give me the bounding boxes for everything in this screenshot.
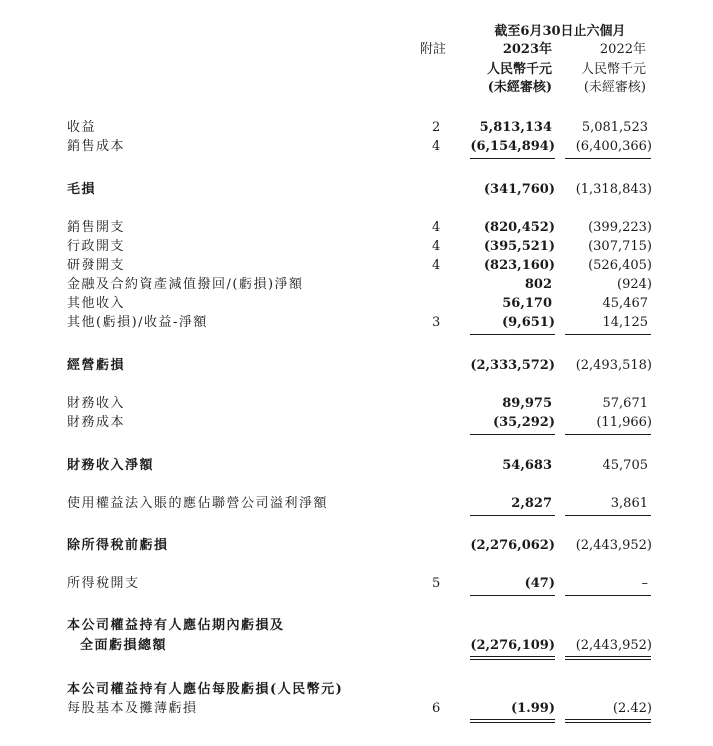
unit-2023-header: 人民幣千元 [486, 62, 552, 77]
underline [470, 515, 555, 516]
row-value-2023: (341,760) [483, 182, 555, 197]
row-value-2022: 45,705 [602, 458, 648, 473]
row-value-2022: (11,966) [596, 415, 652, 430]
row-label-continuation: 全面虧損總額 [80, 638, 168, 653]
row-value-2022: (2.42) [612, 701, 652, 716]
row-label: 銷售成本 [67, 139, 126, 154]
underline [565, 515, 651, 516]
row-value-2023: (395,521) [483, 239, 555, 254]
row-value-2022: (924) [617, 277, 652, 292]
row-label: 財務成本 [67, 415, 126, 430]
row-value-2023: 89,975 [502, 396, 552, 411]
underline [565, 434, 651, 435]
underline [470, 434, 555, 435]
double-underline [470, 656, 555, 660]
double-underline [565, 719, 651, 723]
row-label: 除所得稅前虧損 [67, 538, 169, 553]
double-underline [470, 719, 555, 723]
row-value-2022: (399,223) [588, 220, 652, 235]
row-value-2023: 802 [524, 277, 552, 292]
year-2023-header: 2023年 [502, 42, 552, 57]
row-value-2022: (526,405) [588, 258, 652, 273]
row-value-2023: (9,651) [501, 315, 555, 330]
row-value-2023: 5,813,134 [479, 120, 552, 135]
row-value-2023: (47) [524, 576, 555, 591]
row-value-2023: 2,827 [511, 496, 552, 511]
row-value-2022: – [641, 576, 648, 591]
unit-2022-header: 人民幣千元 [580, 62, 646, 77]
row-note: 4 [432, 220, 441, 235]
row-value-2023: (823,160) [483, 258, 555, 273]
row-label: 財務收入 [67, 396, 126, 411]
row-value-2022: 3,861 [610, 496, 648, 511]
row-value-2022: (2,443,952) [575, 638, 652, 653]
row-value-2022: (2,443,952) [575, 538, 652, 553]
row-label: 本公司權益持有人應佔期內虧損及 [67, 618, 285, 633]
row-label: 財務收入淨額 [67, 458, 155, 473]
row-label: 金融及合約資產減值撥回/(虧損)淨額 [67, 277, 304, 292]
row-value-2023: (2,276,109) [470, 638, 555, 653]
audit-2023-header: (未經審核) [487, 80, 552, 95]
row-label: 經營虧損 [67, 358, 126, 373]
underline [565, 334, 651, 335]
row-value-2022: 45,467 [602, 296, 648, 311]
row-note: 6 [432, 701, 441, 716]
row-value-2022: (1,318,843) [575, 182, 652, 197]
row-label: 收益 [67, 120, 97, 135]
note-column-header: 附註 [420, 42, 447, 57]
row-label: 毛損 [67, 182, 97, 197]
row-label: 銷售開支 [67, 220, 126, 235]
row-note: 2 [432, 120, 441, 135]
row-note: 4 [432, 258, 441, 273]
row-label: 其他收入 [67, 296, 126, 311]
year-2022-header: 2022年 [599, 42, 646, 57]
double-underline [565, 656, 651, 660]
row-value-2023: (820,452) [483, 220, 555, 235]
row-note: 4 [432, 239, 441, 254]
row-label: 行政開支 [67, 239, 126, 254]
row-value-2022: 14,125 [602, 315, 648, 330]
row-label: 使用權益法入賬的應佔聯營公司溢利淨額 [67, 496, 329, 511]
row-label: 本公司權益持有人應佔每股虧損(人民幣元) [67, 682, 344, 697]
row-value-2022: 57,671 [602, 396, 648, 411]
row-value-2022: (6,400,366) [575, 139, 652, 154]
underline [470, 595, 555, 596]
row-value-2023: (35,292) [492, 415, 555, 430]
row-value-2023: (2,276,062) [470, 538, 555, 553]
row-value-2022: 5,081,523 [581, 120, 648, 135]
underline [470, 158, 555, 159]
row-value-2023: 56,170 [502, 296, 552, 311]
row-value-2022: (2,493,518) [575, 358, 652, 373]
row-value-2023: 54,683 [502, 458, 552, 473]
row-note: 5 [432, 576, 441, 591]
underline [565, 595, 651, 596]
row-value-2023: (6,154,894) [470, 139, 555, 154]
underline [470, 334, 555, 335]
row-value-2023: (1.99) [511, 701, 555, 716]
row-note: 3 [432, 315, 441, 330]
audit-2022-header: (未經審核) [583, 80, 646, 95]
underline [565, 158, 651, 159]
row-label: 研發開支 [67, 258, 126, 273]
row-label: 其他(虧損)/收益-淨額 [67, 315, 208, 330]
row-value-2023: (2,333,572) [470, 358, 555, 373]
row-note: 4 [432, 139, 441, 154]
row-label: 所得稅開支 [67, 576, 140, 591]
row-label-continuation: 每股基本及攤薄虧損 [67, 701, 198, 716]
row-value-2022: (307,715) [588, 239, 652, 254]
period-header: 截至6月30日止六個月 [494, 24, 626, 39]
